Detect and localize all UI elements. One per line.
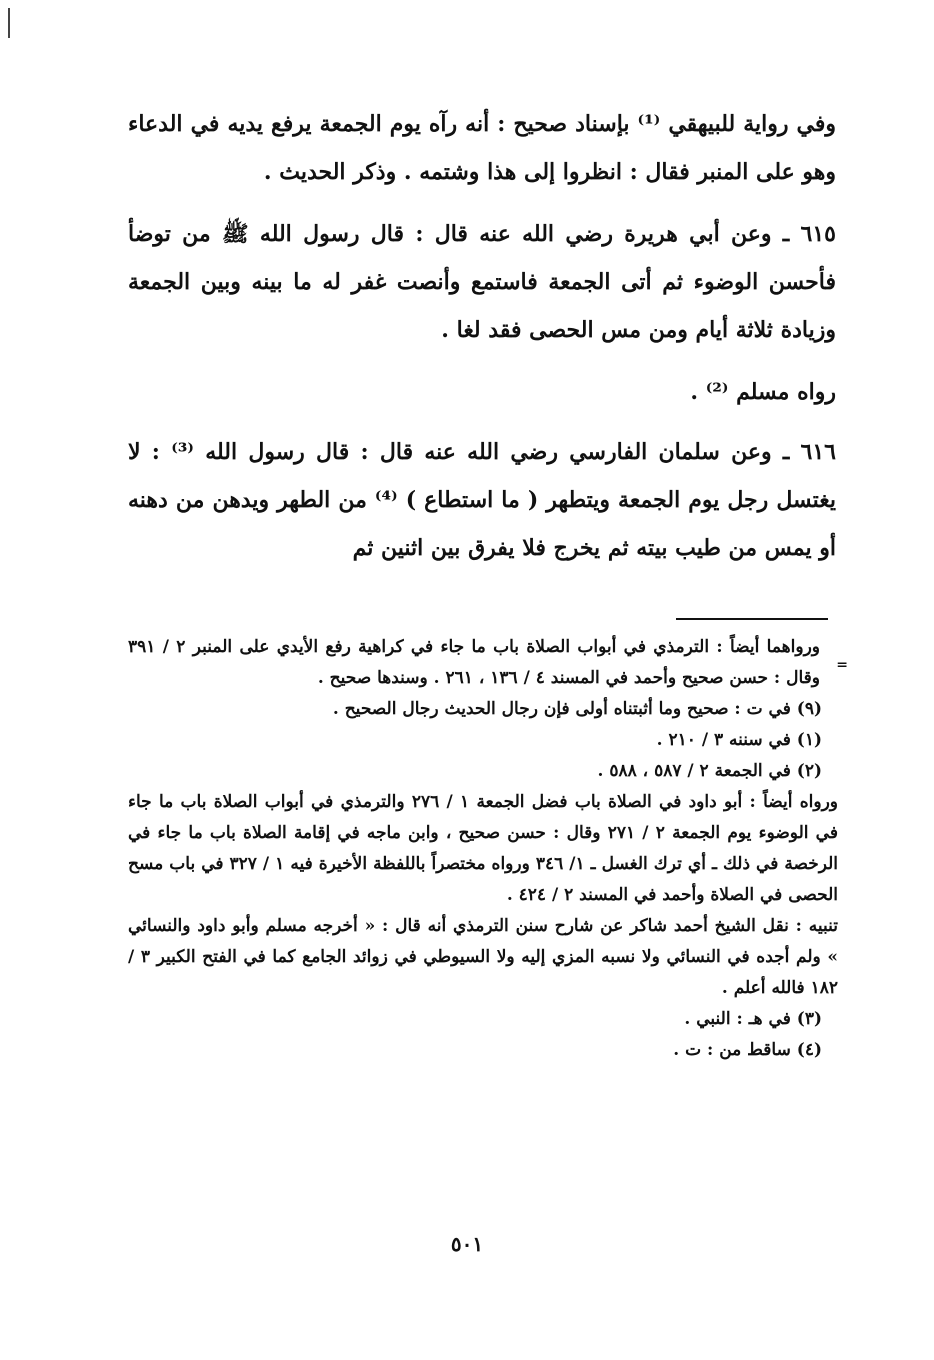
footnote-1: (١) في سننه ٣ / ٢١٠ . (656, 730, 822, 750)
footnote-continued: ورواهما أيضاً : الترمذي في أبواب الصلاة باب ما جاء في كراهية رفع الأيدي على المنبر ٢ / ٣٩١ وقال : حسن صحيح وأحمد في المسند ٤ / ١٣٦ ، ٢٦١ . وسندها صحيح . (128, 637, 820, 688)
scan-edge-mark (8, 8, 10, 38)
footnote-3: (٣) في هـ : النبي . (684, 1009, 822, 1029)
footnote-separator (676, 618, 828, 620)
continuation-mark: = (836, 657, 848, 673)
footnote-2-note: تنبيه : نقل الشيخ أحمد شاكر عن شارح سنن الترمذي أنه قال : « أخرجه مسلم وأبو داود والنسائي » ولم أجده في النسائي ولا نسبه المزي إليه ولا السيوطي في زوائد الجامع كما في الفتح الكبير ٣ / ١٨٢ فالله أعلم . (128, 916, 838, 998)
paragraph-bayhaqi: وفي رواية للبيهقي ⁽¹⁾ بإسناد صحيح : أنه رآه يوم الجمعة يرفع يديه في الدعاء وهو على المنبر فقال : انظروا إلى هذا وشتمه . وذكر الحديث . (128, 111, 837, 185)
hadith-615-source: رواه مسلم ⁽²⁾ . (690, 379, 836, 405)
footnote-2-detail: ورواه أيضاً : أبو داود في الصلاة باب فضل الجمعة ١ / ٢٧٦ والترمذي في أبواب الصلاة باب ما جاء في الوضوء يوم الجمعة ٢ / ٢٧١ وقال : حسن صحيح ، وابن ماجه في إقامة الصلاة باب ما جاء في الرخصة في ذلك ـ أي ترك الغسل ـ ١/ ٣٤٦ ورواه مختصراً باللفظة الأخيرة فيه ١ / ٣٢٧ في باب مسح الحصى في الصلاة وأحمد في المسند ٢ / ٤٢٤ . (128, 792, 838, 905)
footnote-2: (٢) في الجمعة ٢ / ٥٨٧ ، ٥٨٨ . (597, 761, 822, 781)
footnotes (128, 632, 848, 1066)
hadith-615: ٦١٥ ـ وعن أبي هريرة رضي الله عنه قال : قال رسول الله ﷺ من توضأ فأحسن الوضوء ثم أتى الجمعة فاستمع وأنصت غفر له ما بينه وبين الجمعة وزيادة ثلاثة أيام ومن مس الحصى فقد لغا . (128, 221, 836, 343)
main-text (128, 100, 836, 586)
hadith-616: ٦١٦ ـ وعن سلمان الفارسي رضي الله عنه قال : قال رسول الله ⁽³⁾ : لا يغتسل رجل يوم الجمعة ويتطهر ( ما استطاع ) ⁽⁴⁾ من الطهر ويدهن من دهنه أو يمس من طيب بيته ثم يخرج فلا يفرق بين اثنين ثم (128, 439, 836, 561)
footnote-9: (٩) في ت : صحيح وما أثبتناه أولى فإن رجال الحديث رجال الصحيح . (332, 699, 822, 719)
footnote-4: (٤) ساقط من : ت . (673, 1040, 822, 1060)
page-number: ٥٠١ (450, 1232, 484, 1256)
